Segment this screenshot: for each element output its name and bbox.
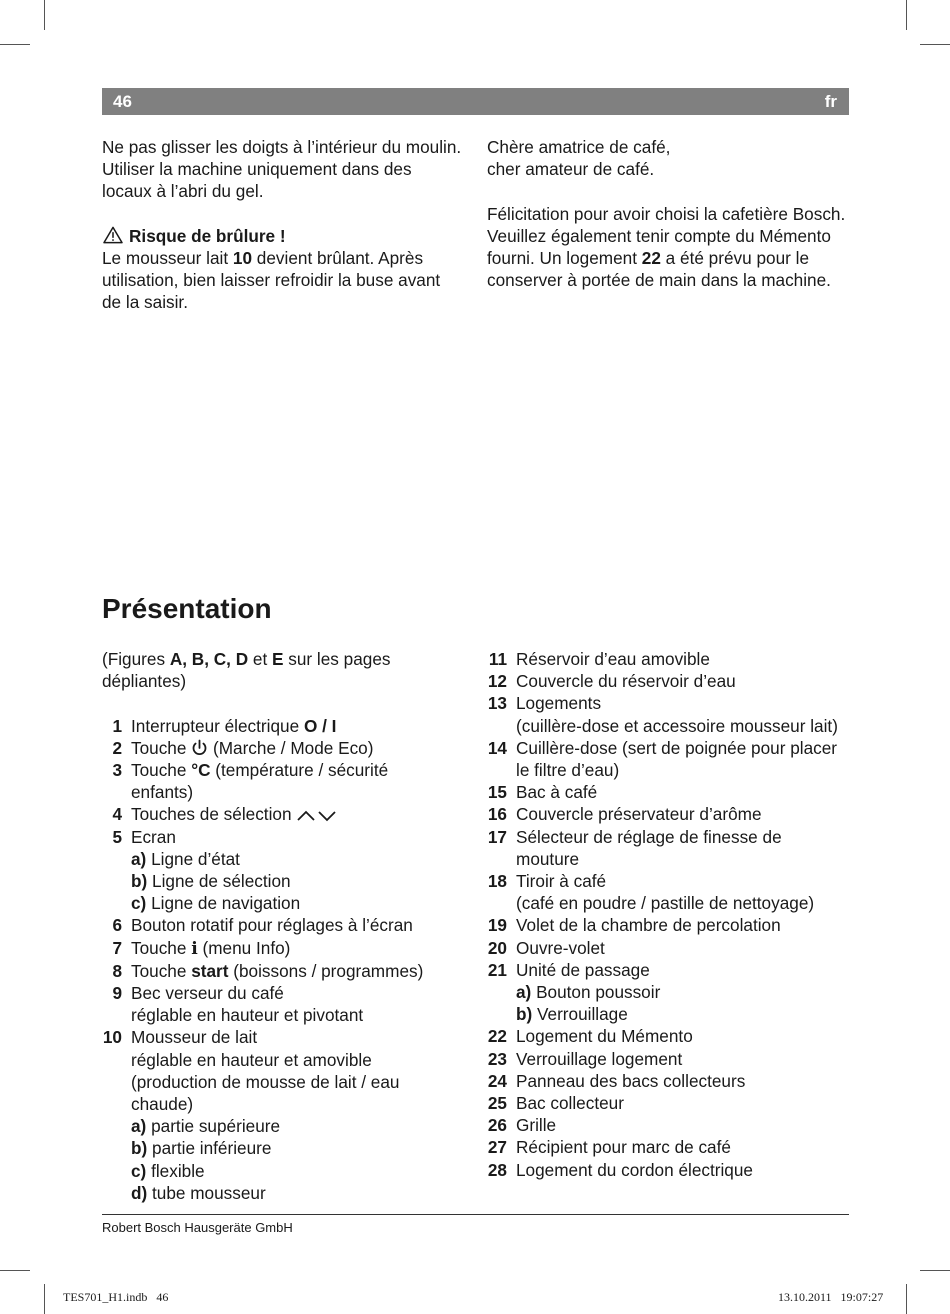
sub-text: partie supérieure (146, 1116, 281, 1137)
item-text: Grille (516, 1115, 557, 1136)
item-number: 6 (112, 915, 122, 936)
list-item (102, 759, 452, 803)
item-detail: réglable en hauteur et amovible (production de mousse de lait / eau chaude) (131, 1049, 400, 1115)
sub-item (131, 1160, 452, 1182)
part-number: 22 (641, 248, 661, 268)
list-item (102, 715, 452, 737)
item-text: Couvercle du réservoir d’eau (516, 671, 736, 692)
figs-text: sur les pages dépliantes) (102, 649, 391, 692)
greeting-line: Chère amatrice de café, (487, 137, 671, 157)
item-bold: °C (191, 760, 211, 780)
sub-item (131, 870, 452, 892)
item-text: Touche (131, 937, 192, 958)
sub-item (131, 892, 452, 914)
item-text: (menu Info) (197, 937, 291, 958)
item-number: 3 (112, 760, 122, 780)
item-text: Tiroir à café (516, 871, 607, 892)
burn-warning-heading (102, 225, 462, 247)
sub-item (131, 848, 452, 870)
list-item (487, 1070, 849, 1092)
item-text: Touches de sélection (131, 804, 297, 825)
page-number: 46 (113, 92, 132, 111)
congratulation-text: Félicitation pour avoir choisi la cafetière Bosch. (487, 203, 846, 224)
list-item (487, 1114, 849, 1136)
item-text: Logements (516, 693, 602, 714)
item-number: 23 (487, 1048, 507, 1069)
print-slug-timestamp: 13.10.2011 19:07:27 (778, 1290, 884, 1304)
item-text: Touche (131, 737, 192, 758)
list-item (487, 1092, 849, 1114)
item-number: 24 (487, 1070, 507, 1091)
sub-key: c) (131, 1160, 147, 1181)
section-title: Présentation (102, 593, 272, 624)
frost-warning: Utiliser la machine uniquement dans des locaux à l’abri du gel. (102, 159, 412, 202)
sub-key: a) (131, 848, 147, 869)
list-item (102, 937, 452, 960)
sub-item (131, 1182, 452, 1204)
list-item (102, 826, 452, 915)
item-bold: O / I (303, 715, 337, 736)
item-number: 4 (112, 804, 122, 825)
burn-warning-text (102, 247, 462, 314)
item-text: Logement du cordon électrique (516, 1159, 753, 1180)
sub-text: partie inférieure (147, 1138, 272, 1159)
info-icon: i (191, 938, 198, 959)
item-number: 20 (487, 937, 507, 958)
sub-text: flexible (146, 1160, 205, 1181)
sub-item (131, 1115, 452, 1137)
item-text: Récipient pour marc de café (516, 1137, 731, 1158)
item-text: (Marche / Mode Eco) (208, 737, 374, 758)
item-number: 26 (487, 1115, 507, 1136)
sub-key: a) (516, 982, 532, 1003)
crop-mark (920, 44, 950, 45)
item-text: Réservoir d’eau amovible (516, 649, 710, 669)
chevron-up-icon (296, 809, 316, 823)
memento-text (487, 225, 849, 292)
list-item (487, 1048, 849, 1070)
parts-list-left (102, 648, 452, 1204)
list-item (487, 1025, 849, 1047)
sub-item (516, 1003, 849, 1025)
figs-letters: E (272, 649, 284, 669)
item-number: 25 (487, 1093, 507, 1114)
item-text: Couvercle préservateur d’arôme (516, 804, 762, 825)
item-text: Touche (131, 760, 192, 780)
item-text: Sélecteur de réglage de finesse de mouture (516, 826, 782, 869)
figs-text: et (248, 649, 273, 669)
item-number: 15 (487, 782, 507, 803)
memento-text-part: Veuillez également tenir compte du Mémento fourni. Un logement (487, 225, 831, 268)
list-item (487, 870, 849, 914)
greeting-line: cher amateur de café. (487, 159, 655, 180)
sub-text: tube mousseur (147, 1182, 266, 1203)
footer-rule (102, 1214, 849, 1215)
item-number: 22 (487, 1026, 507, 1047)
item-text: Mousseur de lait (131, 1027, 258, 1048)
item-text: Ouvre-volet (516, 937, 605, 958)
item-text: Unité de passage (516, 959, 650, 980)
item-number: 17 (487, 826, 507, 847)
list-item (487, 692, 849, 736)
list-item (487, 670, 849, 692)
item-text: (boissons / programmes) (228, 960, 424, 981)
item-text: Verrouillage logement (516, 1048, 683, 1069)
item-text: Bac à café (516, 782, 598, 803)
sub-key: d) (131, 1182, 148, 1203)
item-number: 13 (487, 693, 507, 714)
item-text: Logement du Mémento (516, 1026, 693, 1047)
figures-reference (102, 648, 452, 692)
item-number: 7 (112, 937, 122, 958)
item-text: (température / sécurité enfants) (131, 760, 389, 803)
power-icon (191, 739, 208, 757)
burn-text-part: Le mousseur lait (102, 248, 233, 268)
item-number: 12 (487, 671, 507, 692)
item-detail: (café en poudre / pastille de nettoyage) (516, 893, 815, 914)
item-number: 1 (112, 715, 122, 736)
item-text: Volet de la chambre de percolation (516, 915, 781, 936)
sub-key: b) (131, 871, 148, 892)
list-item (487, 914, 849, 936)
item-number: 16 (487, 804, 507, 825)
item-number: 14 (487, 737, 507, 758)
item-number: 10 (102, 1027, 122, 1048)
item-number: 27 (487, 1137, 507, 1158)
item-text: Bouton rotatif pour réglages à l’écran (131, 915, 413, 936)
item-number: 19 (487, 915, 507, 936)
item-number: 9 (112, 983, 122, 1004)
item-text: Ecran (131, 826, 176, 847)
sub-key: a) (131, 1116, 147, 1137)
footer-company: Robert Bosch Hausgeräte GmbH (102, 1220, 293, 1235)
list-item (487, 937, 849, 959)
item-bold: start (191, 960, 229, 981)
item-number: 5 (112, 826, 122, 847)
item-text: Bac collecteur (516, 1093, 624, 1114)
sub-text: Ligne de navigation (146, 893, 301, 914)
sub-key: b) (131, 1138, 148, 1159)
list-item (487, 959, 849, 1026)
print-slug-file: TES701_H1.indb 46 (63, 1290, 169, 1304)
item-number: 28 (487, 1159, 507, 1180)
part-number: 10 (232, 248, 253, 268)
list-item (102, 1026, 452, 1204)
parts-list-right (487, 648, 849, 1181)
list-item (487, 826, 849, 870)
finger-warning: Ne pas glisser les doigts à l’intérieur du moulin. (102, 137, 462, 157)
sub-item (131, 1137, 452, 1159)
safety-notes-column (102, 136, 462, 314)
item-text: Panneau des bacs collecteurs (516, 1070, 746, 1091)
item-detail: (cuillère-dose et accessoire mousseur lait) (516, 715, 838, 736)
list-item (487, 1136, 849, 1158)
item-number: 11 (488, 649, 507, 669)
sub-key: c) (131, 893, 147, 914)
crop-mark (0, 44, 30, 45)
list-item (487, 803, 849, 825)
chevron-down-icon (316, 809, 338, 823)
list-item (487, 781, 849, 803)
burn-text-part: devient brûlant. Après utilisation, bien laisser refroidir la buse avant de la saisir. (102, 248, 441, 313)
list-item (487, 737, 849, 781)
item-number: 18 (487, 871, 507, 892)
item-number: 8 (112, 960, 122, 981)
sub-text: Ligne de sélection (147, 871, 291, 892)
list-item (487, 1159, 849, 1181)
welcome-column (487, 136, 849, 291)
list-item (102, 737, 452, 759)
sub-text: Verrouillage (532, 1004, 628, 1025)
crop-mark (906, 1284, 907, 1314)
sub-key: b) (516, 1004, 533, 1025)
crop-mark (0, 1270, 30, 1271)
item-detail: réglable en hauteur et pivotant (131, 1005, 364, 1026)
item-text: Interrupteur électrique (131, 715, 304, 736)
sub-text: Bouton poussoir (531, 982, 661, 1003)
sub-item (516, 981, 849, 1003)
item-text: Touche (131, 960, 192, 981)
item-number: 2 (112, 737, 122, 758)
crop-mark (906, 0, 907, 30)
language-code: fr (824, 92, 837, 111)
burn-warning-title: Risque de brûlure ! (129, 225, 286, 246)
page-header-bar (102, 88, 849, 115)
list-item (102, 960, 452, 982)
list-item (102, 982, 452, 1026)
item-text: Bec verseur du café (131, 983, 284, 1004)
list-item (102, 914, 452, 936)
memento-text-part: a été prévu pour le conserver à portée de main dans la machine. (487, 248, 831, 291)
crop-mark (44, 0, 45, 30)
crop-mark (44, 1284, 45, 1314)
figs-text: (Figures (102, 649, 170, 669)
crop-mark (920, 1270, 950, 1271)
sub-text: Ligne d’état (146, 848, 240, 869)
warning-triangle-icon (102, 226, 124, 244)
item-number: 21 (487, 959, 507, 980)
figs-letters: A, B, C, D (169, 649, 249, 669)
item-text: Cuillère-dose (sert de poignée pour placer le filtre d’eau) (516, 737, 838, 781)
list-item (487, 648, 849, 670)
list-item (102, 803, 452, 825)
